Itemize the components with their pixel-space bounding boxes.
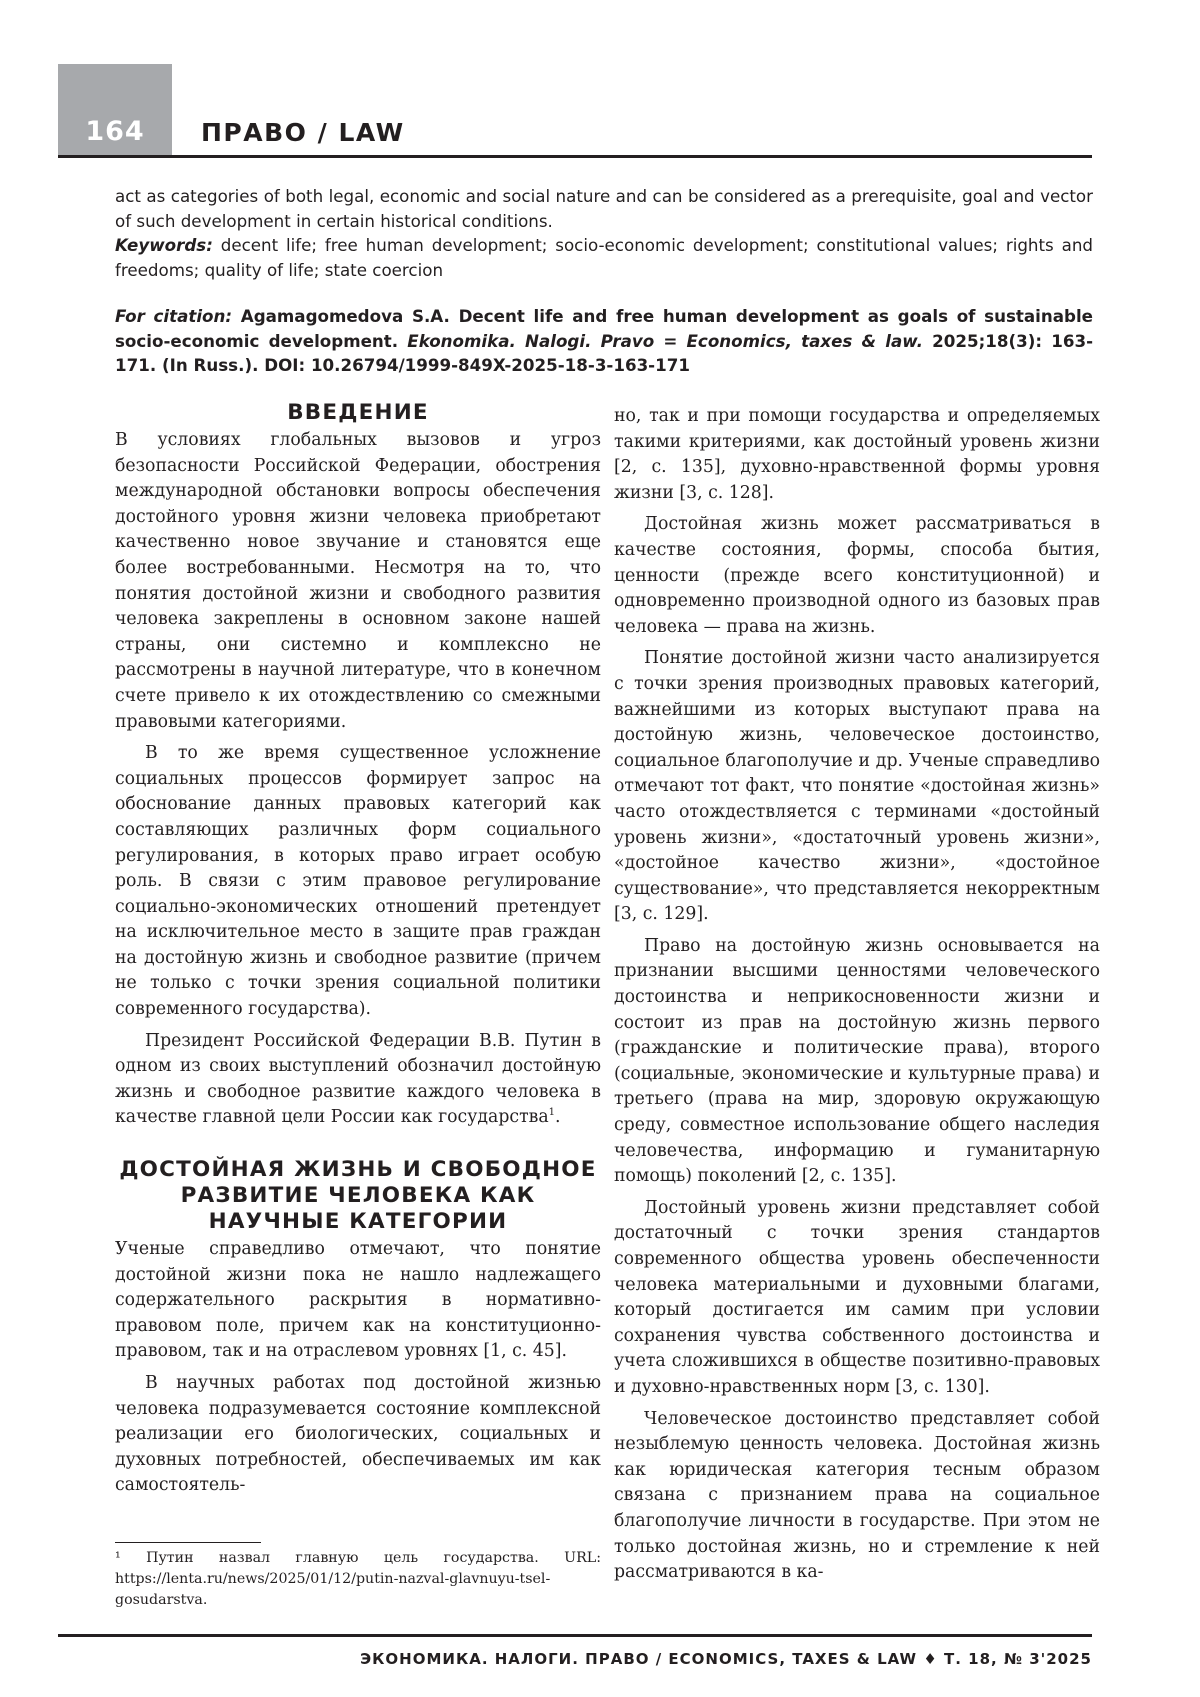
paragraph: Человеческое достоинство представляет собой незыблемую ценность человека. Достойная жизнь как юридическая категория тесным образом связана с признанием права на социальное благополучие личности в государстве. При этом не только достойная жизнь, но и стремление к ней рассматриваются в ка-	[614, 1408, 1100, 1583]
keywords-list: decent life; free human development; socio-economic development; constitutional values; rights and freedoms; quality of life; state coercion	[115, 235, 1093, 280]
paragraph: Понятие достойной жизни часто анализируется с точки зрения производных правовых категорий, важнейшими из которых выступают права на достойную жизнь, человеческое достоинство, социальное благополучие и др. Ученые справедливо отмечают тот факт, что понятие «достойная жизнь» часто отождествляется с терминами «достойный уровень жизни», «достаточный уровень жизни», «достойное качество жизни», «достойное существование», что представляется некорректным [3, с. 129].	[614, 648, 1100, 925]
keywords-label: Keywords:	[115, 235, 213, 255]
footer-rule	[58, 1634, 1092, 1637]
section2-heading: ДОСТОЙНАЯ ЖИЗНЬ И СВОБОДНОЕ РАЗВИТИЕ ЧЕЛОВЕКА КАК НАУЧНЫЕ КАТЕГОРИИ	[119, 1157, 597, 1235]
page-number: 164	[85, 116, 145, 147]
abstract-block	[115, 184, 1093, 378]
paragraph	[115, 1029, 601, 1131]
citation-text: Agamagomedova S.A. Decent life and free human development as goals of sustainable socio-economic development.	[115, 306, 1093, 351]
citation-doi: 2025;18(3): 163-171. (In Russ.). DOI: 10.26794/1999-849X-2025-18-3-163-171	[115, 330, 1093, 375]
left-column	[115, 400, 601, 1499]
paragraph: Достойный уровень жизни представляет собой достаточный с точки зрения стандартов современного общества уровень обеспеченности человека материальными и духовными благами, который достигается им самим при условии сохранения чувства собственного достоинства и учета сложившихся в обществе позитивно-правовых и духовно-нравственных норм [3, с. 130].	[614, 1197, 1100, 1397]
paragraph: Право на достойную жизнь основывается на признании высшими ценностями человеческого достоинства и неприкосновенности жизни и состоит из прав на достойную жизнь первого (гражданские и политические права), второго (социальные, экономические и культурные права) и третьего (права на мир, здоровую окружающую среду, совместное использование общего наследия человечества, информацию и гуманитарную помощь) поколений [2, с. 135].	[614, 935, 1100, 1187]
footnote-ref[interactable]: 1	[548, 1107, 556, 1119]
section-title: ПРАВО / LAW	[201, 118, 405, 147]
paragraph: Достойная жизнь может рассматриваться в качестве состояния, формы, способа бытия, ценности (прежде всего конституционной) и одновременно производной одного из базовых прав человека — права на жизнь.	[614, 514, 1100, 637]
citation	[115, 304, 1093, 378]
right-column	[614, 404, 1100, 1586]
paragraph-end: .	[555, 1107, 561, 1128]
citation-label: For citation:	[115, 306, 233, 326]
paragraph: В условиях глобальных вызовов и угроз безопасности Российской Федерации, обострения международной обстановки вопросы обеспечения достойного уровня жизни человека приобретают качественно новое звучание и становятся еще более востребованными. Несмотря на то, что понятия достойной жизни и свободного развития человека закреплены в основном законе нашей страны, они системно и комплексно не рассмотрены в научной литературе, что в конечном счете привело к их отождествлению со смежными правовыми категориями.	[115, 430, 601, 732]
paragraph: но, так и при помощи государства и определяемых такими критериями, как достойный уровень жизни [2, с. 135], духовно-нравственной формы уровня жизни [3, с. 128].	[614, 406, 1100, 503]
paragraph-text: Президент Российской Федерации В.В. Путин в одном из своих выступлений обозначил достойную жизнь и свободное развитие каждого человека в качестве главной цели России как государства	[115, 1030, 601, 1128]
footnote: ¹ Путин назвал главную цель государства. URL: https://lenta.ru/news/2025/01/12/putin-nazval-glavnuyu-tsel-gosudarstva.	[115, 1550, 601, 1608]
keywords	[115, 233, 1093, 282]
journal-footer: ЭКОНОМИКА. НАЛОГИ. ПРАВО / ECONOMICS, TAXES & LAW ♦ Т. 18, № 3'2025	[360, 1650, 1092, 1668]
paragraph: В то же время существенное усложнение социальных процессов формирует запрос на обоснование данных правовых категорий как составляющих различных форм социального регулирования, в которых право играет особую роль. В связи с этим правовое регулирование социально-экономических отношений претендует на исключительное место в защите прав граждан на достойную жизнь и свободное развитие (причем не только с точки зрения социальной политики современного государства).	[115, 743, 601, 1020]
citation-journal: Ekonomika. Nalogi. Pravo = Economics, taxes & law.	[407, 330, 923, 351]
intro-heading: ВВЕДЕНИЕ	[287, 400, 429, 425]
paragraph: Ученые справедливо отмечают, что понятие достойной жизни пока не нашло надлежащего содержательного раскрытия в нормативно-правовом поле, причем как на конституционно-правовом, так и на отраслевом уровнях [1, с. 45].	[115, 1239, 601, 1362]
paragraph: В научных работах под достойной жизнью человека подразумевается состояние комплексной реализации его биологических, социальных и духовных потребностей, обеспечиваемых им как самостоятель-	[115, 1373, 601, 1496]
header-rule	[58, 155, 1092, 158]
footnote-rule	[115, 1542, 261, 1543]
abstract-text: act as categories of both legal, economic and social nature and can be considered as a prerequisite, goal and vector of such development in certain historical conditions.	[115, 186, 1093, 231]
